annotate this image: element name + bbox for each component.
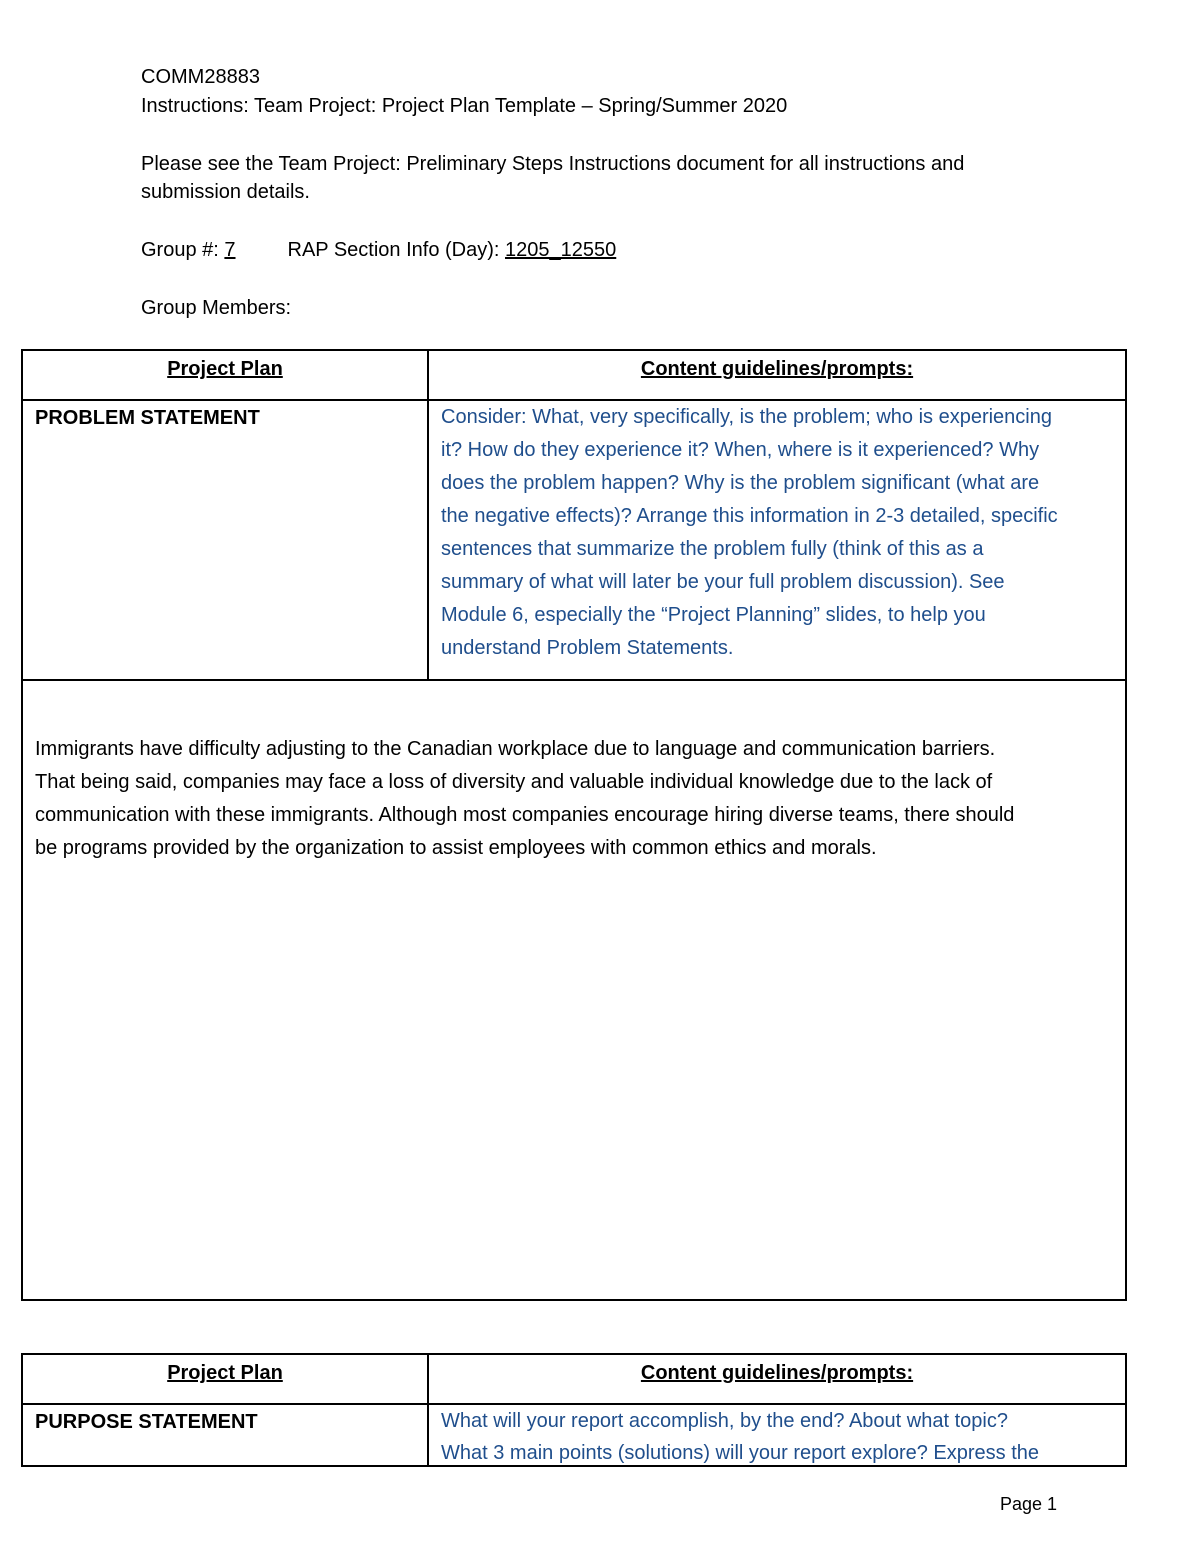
page-number: Page 1 (1000, 1494, 1058, 1514)
col-header-guidelines: Content guidelines/prompts: (640, 358, 914, 380)
group-number: 7 (224, 239, 236, 261)
group-info (141, 236, 616, 264)
purpose-statement-label: PURPOSE STATEMENT (23, 1405, 429, 1465)
group-label: Group #: (141, 239, 225, 261)
problem-statement-prompt (429, 401, 1125, 679)
prompt-line: it? How do they experience it? When, where is it experienced? Why (441, 439, 1040, 461)
prompt-line: understand Problem Statements. (441, 637, 734, 659)
col-header-project-plan: Project Plan (23, 351, 429, 399)
purpose-statement-prompt (429, 1405, 1125, 1465)
prompt-line: sentences that summarize the problem fully (think of this as a (441, 538, 984, 560)
problem-statement-table (21, 349, 1127, 1301)
rap-value: 1205_12550 (505, 239, 617, 261)
prompt-line: summary of what will later be your full problem discussion). See (441, 571, 1005, 593)
prompt-line: the negative effects)? Arrange this information in 2-3 detailed, specific (441, 505, 1058, 527)
answer-line: That being said, companies may face a loss of diversity and valuable individual knowledge due to the lack of (35, 771, 993, 793)
table-header-row (23, 351, 1125, 401)
note-line-1: Please see the Team Project: Preliminary Steps Instructions document for all instructions and (141, 153, 965, 175)
note-line-2: submission details. (141, 181, 310, 203)
problem-answer-row[interactable] (23, 681, 1125, 1299)
col-header-guidelines: Content guidelines/prompts: (640, 1362, 914, 1384)
purpose-statement-row (23, 1405, 1125, 1465)
prompt-line: does the problem happen? Why is the problem significant (what are (441, 472, 1040, 494)
prompt-line: Consider: What, very specifically, is the problem; who is experiencing (441, 406, 1052, 428)
group-members-label: Group Members: (141, 297, 292, 319)
col-header-project-plan: Project Plan (23, 1355, 429, 1403)
prompt-line: What will your report accomplish, by the end? About what topic? (441, 1410, 1008, 1432)
answer-line: be programs provided by the organization to assist employees with common ethics and morals. (35, 837, 877, 859)
answer-line: communication with these immigrants. Although most companies encourage hiring diverse teams, there should (35, 804, 1015, 826)
problem-statement-row (23, 401, 1125, 681)
purpose-statement-table (21, 1353, 1127, 1467)
prompt-line: What 3 main points (solutions) will your report explore? Express the (441, 1442, 1040, 1464)
prompt-line: Module 6, especially the “Project Planning” slides, to help you (441, 604, 986, 626)
answer-line: Immigrants have difficulty adjusting to the Canadian workplace due to language and communication barriers. (35, 738, 996, 760)
table-header-row (23, 1355, 1125, 1405)
problem-statement-label: PROBLEM STATEMENT (23, 401, 429, 679)
instructions-title: Instructions: Team Project: Project Plan Template – Spring/Summer 2020 (141, 95, 788, 117)
course-code: COMM28883 (141, 66, 260, 88)
problem-answer-text[interactable] (23, 681, 1125, 865)
rap-label: RAP Section Info (Day): (287, 239, 506, 261)
